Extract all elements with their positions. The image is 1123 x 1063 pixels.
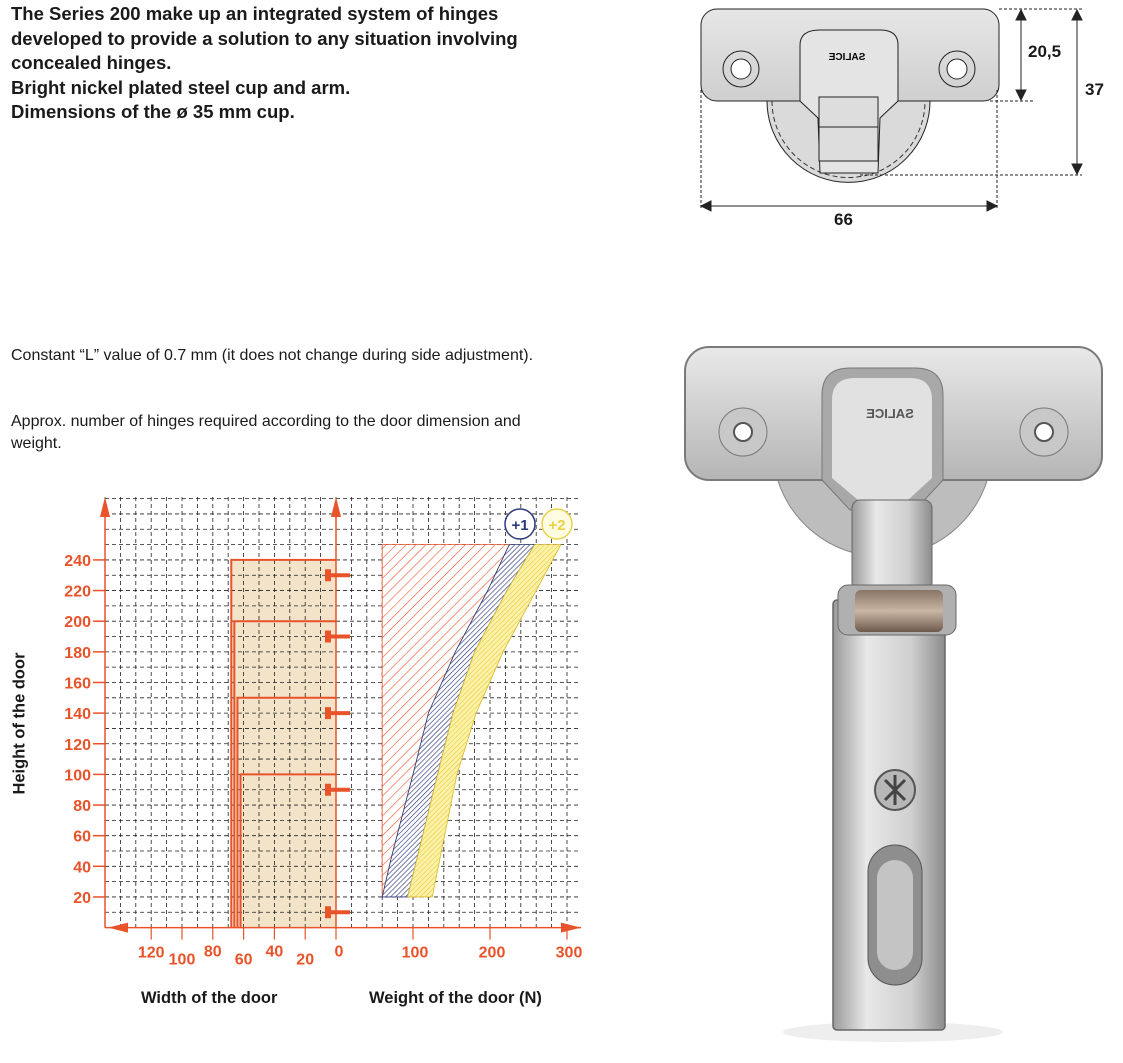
y-tick-label: 40 — [73, 859, 91, 877]
intro-text — [11, 2, 651, 125]
y-tick-label: 140 — [64, 706, 91, 724]
weight-tick-label: 100 — [401, 944, 429, 962]
hinge-marker — [325, 906, 350, 918]
salice-logo: SALICE — [866, 406, 914, 421]
hinge-marker — [325, 631, 350, 643]
intro-line: concealed hinges. — [11, 52, 172, 73]
hinge-chart — [0, 480, 600, 1020]
hinge-photo — [660, 330, 1123, 1050]
y-tick-label: 240 — [64, 552, 91, 570]
y-tick-label: 20 — [73, 889, 91, 907]
y-tick-label: 220 — [64, 583, 91, 601]
width-tick-label: 100 — [168, 951, 196, 969]
y-tick-label: 120 — [64, 736, 91, 754]
y-tick-label: 60 — [73, 828, 91, 846]
constant-l-note: Constant “L” value of 0.7 mm (it does not change during side adjustment). — [11, 347, 534, 364]
y-tick-label: 100 — [64, 767, 91, 785]
intro-line: Bright nickel plated steel cup and arm. — [11, 76, 351, 98]
width-tick-label: 80 — [203, 943, 222, 961]
y-tick-label: 180 — [64, 644, 91, 662]
intro-line: The Series 200 make up an integrated system of hinges — [11, 3, 499, 24]
dim-width: 66 — [834, 210, 853, 229]
cup-dimension-drawing — [690, 0, 1120, 235]
width-tick-label: 120 — [137, 944, 165, 962]
hinge-marker — [325, 707, 350, 719]
weight-tick-label: 300 — [555, 944, 583, 962]
band-label: +2 — [548, 517, 566, 534]
width-tick-label: 60 — [234, 951, 253, 969]
y-tick-label: 200 — [64, 614, 91, 632]
arrow-up-icon — [331, 497, 341, 517]
intro-line: Dimensions of the ø 35 mm cup. — [11, 101, 295, 122]
hinge-marker — [325, 569, 350, 581]
salice-logo: SALICE — [828, 52, 866, 63]
dim-cup-height: 20,5 — [1028, 42, 1062, 61]
width-tick-label: 20 — [296, 951, 315, 969]
y-tick-label: 80 — [73, 798, 91, 816]
y-axis-title: Height of the door — [10, 652, 29, 795]
weight-tick-label: 200 — [478, 944, 506, 962]
arrow-up-icon — [100, 497, 110, 517]
intro-line: developed to provide a solution to any situation involving — [11, 27, 518, 49]
band-label: +1 — [511, 517, 529, 534]
width-tick-label: 40 — [265, 943, 284, 961]
dim-total-height: 37 — [1085, 80, 1104, 99]
weight-axis-title: Weight of the door (N) — [369, 989, 542, 1007]
arrow-left-icon — [108, 923, 128, 933]
hinge-marker — [325, 784, 350, 796]
hinges-required-note: Approx. number of hinges required according to the door dimension and weight. — [11, 413, 521, 452]
y-tick-label: 160 — [64, 675, 91, 693]
arrow-right-icon — [561, 923, 581, 933]
width-tick-label: 0 — [334, 943, 344, 961]
width-axis-title: Width of the door — [141, 989, 278, 1007]
